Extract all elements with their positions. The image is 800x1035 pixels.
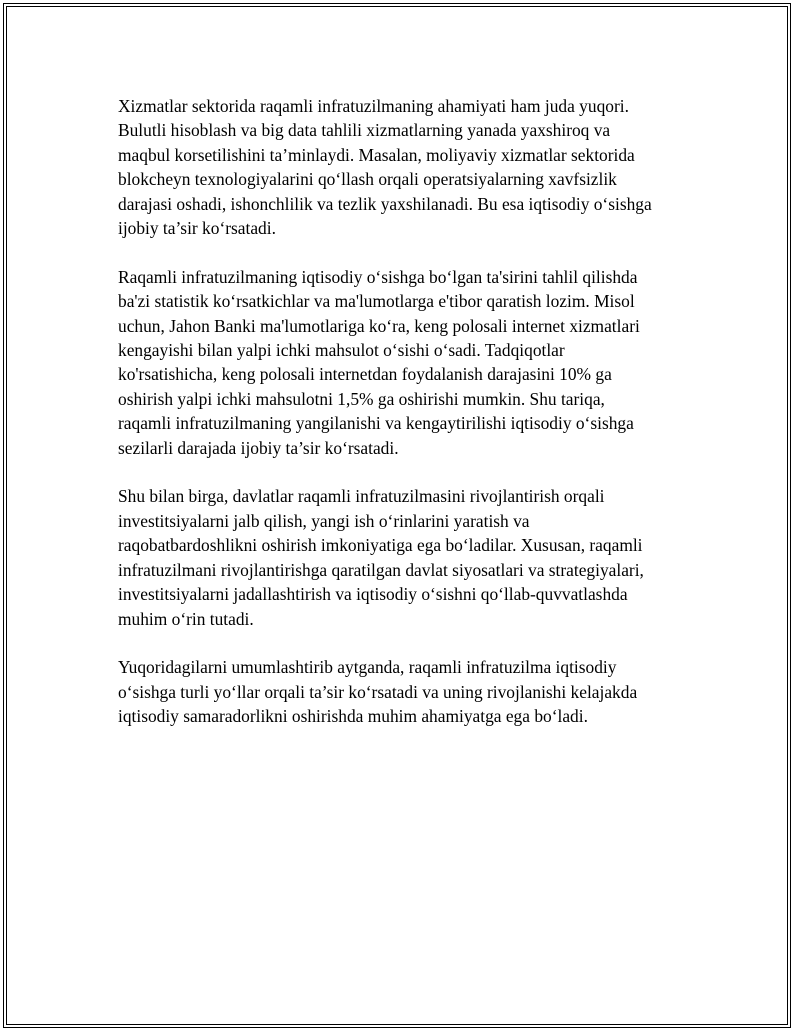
paragraph-3 (118, 484, 698, 630)
text-line: uchun, Jahon Banki ma'lumotlariga ko‘ra, keng polosali internet xizmatlari (118, 315, 640, 336)
paragraph-1 (118, 94, 698, 240)
text-line: muhim o‘rin tutadi. (118, 608, 254, 629)
text-line: infratuzilmani rivojlantirishga qaratilgan davlat siyosatlari va strategiyalari, (118, 559, 644, 580)
text-line: kengayishi bilan yalpi ichki mahsulot o‘sishi o‘sadi. Tadqiqotlar (118, 340, 565, 361)
text-line: investitsiyalarni jalb qilish, yangi ish o‘rinlarini yaratish va (118, 510, 530, 531)
text-line: darajasi oshadi, ishonchlilik va tezlik yaxshilanadi. Bu esa iqtisodiy o‘sishga (118, 193, 652, 214)
document-body (118, 94, 698, 753)
text-line: Raqamli infratuzilmaning iqtisodiy o‘sishga bo‘lgan ta'sirini tahlil qilishda (118, 266, 638, 287)
paragraph-4 (118, 655, 698, 728)
text-line: raqobatbardoshlikni oshirish imkoniyatiga ega bo‘ladilar. Xususan, raqamli (118, 535, 643, 556)
text-line: sezilarli darajada ijobiy ta’sir ko‘rsatadi. (118, 437, 399, 458)
text-line: Shu bilan birga, davlatlar raqamli infratuzilmasini rivojlantirish orqali (118, 486, 605, 507)
text-line: investitsiyalarni jadallashtirish va iqtisodiy o‘sishni qo‘llab-quvvatlashda (118, 584, 628, 605)
text-line: ba'zi statistik ko‘rsatkichlar va ma'lumotlarga e'tibor qaratish lozim. Misol (118, 291, 635, 312)
text-line: maqbul korsetilishini ta’minlaydi. Masalan, moliyaviy xizmatlar sektorida (118, 144, 635, 165)
text-line: ko'rsatishicha, keng polosali internetdan foydalanish darajasini 10% ga (118, 364, 612, 385)
text-line: ijobiy ta’sir ko‘rsatadi. (118, 218, 276, 239)
text-line: blokcheyn texnologiyalarini qo‘llash orqali operatsiyalarning xavfsizlik (118, 169, 617, 190)
text-line: iqtisodiy samaradorlikni oshirishda muhim ahamiyatga ega bo‘ladi. (118, 706, 588, 727)
text-line: Bulutli hisoblash va big data tahlili xizmatlarning yanada yaxshiroq va (118, 120, 611, 141)
paragraph-2 (118, 265, 698, 460)
text-line: Xizmatlar sektorida raqamli infratuzilmaning ahamiyati ham juda yuqori. (118, 96, 629, 116)
text-line: Yuqoridagilarni umumlashtirib aytganda, raqamli infratuzilma iqtisodiy (118, 657, 617, 678)
text-line: oshirish yalpi ichki mahsulotni 1,5% ga oshirishi mumkin. Shu tariqa, (118, 388, 605, 409)
text-line: raqamli infratuzilmaning yangilanishi va kengaytirilishi iqtisodiy o‘sishga (118, 413, 634, 434)
text-line: o‘sishga turli yo‘llar orqali ta’sir ko‘rsatadi va uning rivojlanishi kelajakda (118, 681, 638, 702)
